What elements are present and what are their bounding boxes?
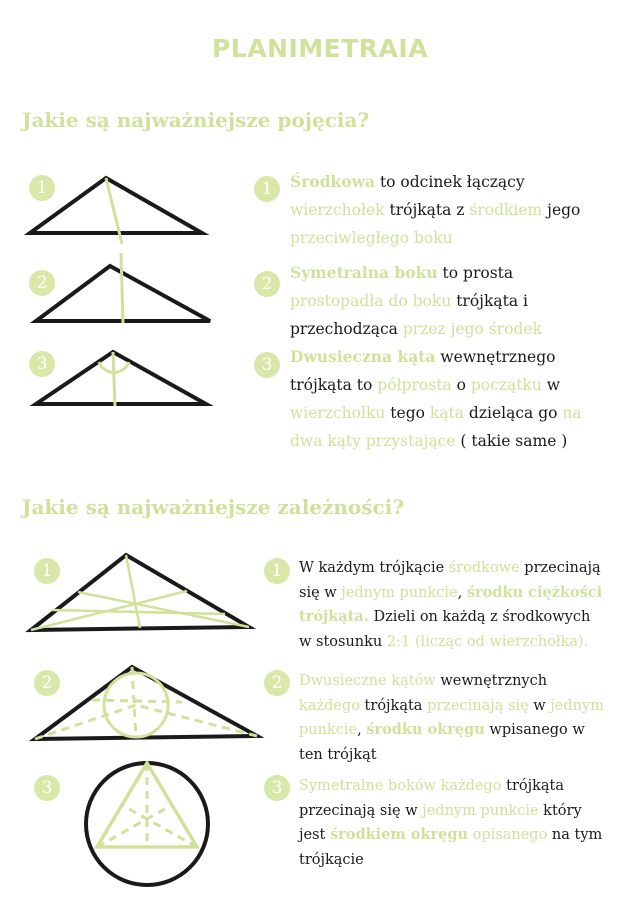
text: przechodząca bbox=[290, 320, 403, 338]
badge-number: 1 bbox=[254, 176, 280, 202]
text: to prosta bbox=[437, 264, 514, 282]
section-heading-relations: Jakie są najważniejsze zależności? bbox=[22, 495, 405, 519]
badge-number: 1 bbox=[29, 175, 55, 201]
text-highlight: każdego bbox=[299, 697, 360, 714]
text-highlight: jednym bbox=[550, 697, 604, 714]
text-highlight: prostopadła do boku bbox=[290, 292, 452, 310]
perpendicular-bisector-figure bbox=[36, 253, 210, 323]
text: przecinają się w bbox=[299, 802, 423, 819]
text: wpisanego w bbox=[484, 722, 585, 738]
text-highlight: Dwusieczne kątów bbox=[299, 673, 436, 689]
text: jest bbox=[299, 827, 330, 843]
text: , bbox=[457, 584, 467, 601]
text-highlight: jednym punkcie bbox=[341, 584, 458, 601]
text: trójkąta bbox=[359, 697, 428, 714]
text: trójkąta z bbox=[384, 201, 470, 219]
text: jego bbox=[542, 201, 581, 219]
relation-incenter bbox=[299, 669, 604, 767]
text: , bbox=[357, 722, 367, 738]
badge-number: 2 bbox=[264, 670, 290, 696]
definition-angle-bisector bbox=[290, 343, 582, 455]
text: o bbox=[451, 376, 471, 394]
text: trójkąta to bbox=[290, 376, 378, 394]
text-highlight: półprosta bbox=[377, 376, 452, 394]
text-highlight: opisanego bbox=[472, 827, 548, 843]
text-highlight: jednym punkcie bbox=[422, 802, 539, 819]
text-highlight: przeciwległego boku bbox=[290, 229, 453, 247]
text: na tym bbox=[547, 827, 603, 843]
text: trójkąta bbox=[501, 778, 565, 794]
text-highlight: na bbox=[562, 404, 582, 422]
text-highlight: przez jego środek bbox=[402, 320, 542, 338]
text-highlight: środkowe bbox=[448, 560, 520, 576]
text-highlight: wierzchołek bbox=[290, 201, 385, 219]
text-highlight: początku bbox=[470, 376, 542, 394]
badge-number: 2 bbox=[254, 271, 280, 297]
text: trójkąta i bbox=[451, 292, 528, 310]
text-highlight: środku ciężkości bbox=[466, 583, 603, 601]
text: dzieląca go bbox=[464, 404, 563, 422]
circumcircle-triangle-figure bbox=[86, 763, 208, 885]
badge-number: 1 bbox=[264, 558, 290, 584]
text-highlight: dwa kąty przystające bbox=[290, 432, 456, 450]
text: się w bbox=[299, 584, 342, 601]
incircle-triangle-figure bbox=[35, 667, 257, 739]
text: w stosunku bbox=[299, 633, 387, 650]
text-highlight: wierzchołku bbox=[290, 404, 386, 422]
term-angle-bisector: Dwusieczna kąta bbox=[290, 347, 436, 366]
median-triangle-figure bbox=[30, 178, 202, 244]
text: wewnętrznych bbox=[435, 673, 548, 689]
text: wewnętrznego bbox=[435, 348, 556, 366]
text-highlight: środkiem bbox=[469, 201, 543, 219]
badge-number: 2 bbox=[34, 670, 60, 696]
badge-number: 3 bbox=[254, 352, 280, 378]
badge-number: 2 bbox=[29, 270, 55, 296]
relation-centroid bbox=[299, 556, 602, 654]
text-highlight: trójkąta. bbox=[299, 608, 369, 625]
relation-circumcenter bbox=[299, 774, 602, 872]
text-highlight: środku okręgu bbox=[366, 721, 485, 738]
text: w bbox=[541, 376, 561, 394]
text: ten trójkąt bbox=[299, 746, 377, 763]
term-median: Środkowa bbox=[290, 172, 376, 191]
text-highlight: przecinają się bbox=[427, 697, 529, 714]
text: który bbox=[538, 802, 582, 819]
section-heading-concepts: Jakie są najważniejsze pojęcia? bbox=[22, 108, 370, 132]
text-highlight: punkcie bbox=[299, 722, 358, 738]
term-perpendicular-bisector: Symetralna boku bbox=[290, 263, 438, 282]
text: tego bbox=[385, 404, 430, 422]
text: w bbox=[528, 697, 551, 714]
text-highlight: Symetralne boków każdego bbox=[299, 778, 502, 794]
text: W każdym trójkącie bbox=[299, 560, 449, 576]
badge-number: 3 bbox=[29, 351, 55, 377]
definition-median bbox=[290, 168, 580, 252]
text: Dzieli on każdą z środkowych bbox=[368, 609, 591, 625]
definition-perpendicular-bisector bbox=[290, 259, 542, 343]
badge-number: 3 bbox=[34, 775, 60, 801]
text: ( takie same ) bbox=[455, 432, 568, 450]
badge-number: 3 bbox=[264, 775, 290, 801]
text-highlight: 2:1 (licząc od wierzchołka). bbox=[386, 633, 589, 650]
page-title: PLANIMETRAIA bbox=[211, 34, 429, 63]
text: przecinają bbox=[519, 560, 601, 576]
text-highlight: środkiem okręgu bbox=[329, 826, 469, 843]
text-highlight: kąta bbox=[429, 404, 464, 422]
text: to odcinek łączący bbox=[375, 173, 525, 191]
badge-number: 1 bbox=[34, 558, 60, 584]
angle-bisector-figure bbox=[36, 352, 206, 406]
centroid-triangle-figure bbox=[31, 555, 249, 630]
text: trójkącie bbox=[299, 851, 364, 868]
